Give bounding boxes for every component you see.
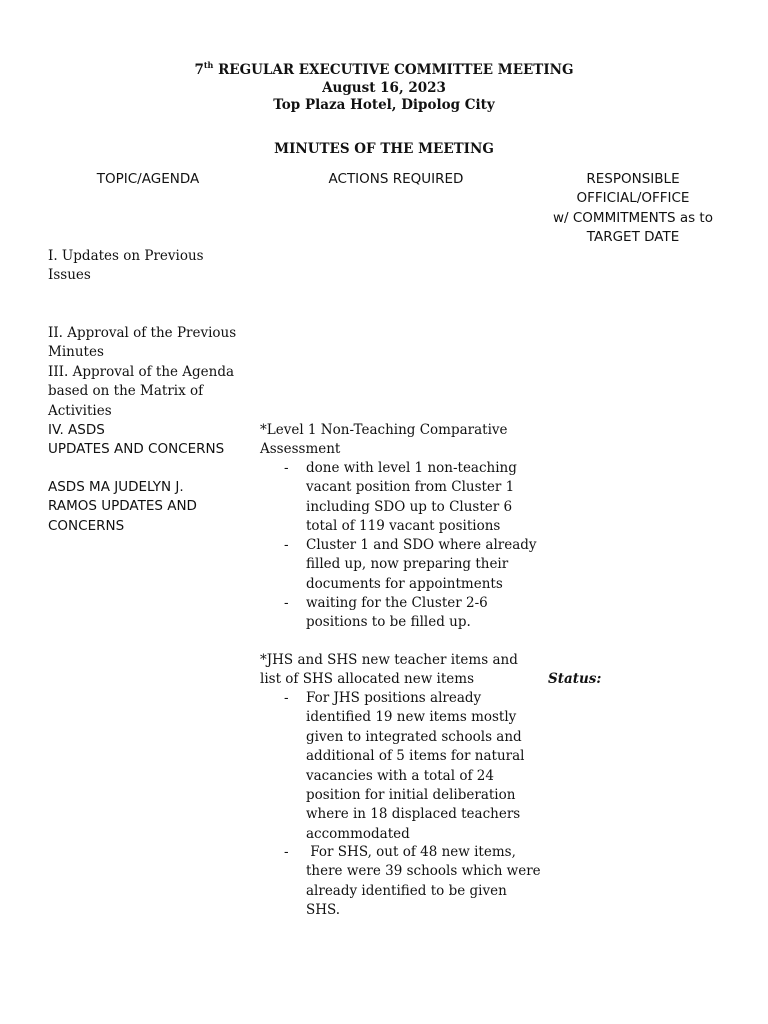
topic-line: RAMOS UPDATES AND [48, 498, 197, 515]
bullet-line: done with level 1 non-teaching [306, 460, 517, 476]
action-heading-teacher-items [260, 651, 518, 690]
action-bullet [306, 536, 537, 594]
meeting-title-text: REGULAR EXECUTIVE COMMITTEE MEETING [213, 62, 574, 78]
responsible-line: OFFICIAL/OFFICE [576, 190, 690, 207]
responsible-line: TARGET DATE [586, 229, 680, 246]
column-header-responsible [533, 170, 733, 248]
topic-asds-ramos-updates [48, 478, 197, 536]
bullet-line: Cluster 1 and SDO where already [306, 537, 537, 553]
topic-line: UPDATES AND CONCERNS [48, 441, 225, 458]
bullet-line: where in 18 displaced teachers [306, 806, 521, 823]
bullet-line: positions to be filled up. [306, 614, 471, 631]
topic-line: ASDS MA JUDELYN J. [48, 479, 184, 495]
topic-approval-previous-minutes [48, 324, 236, 421]
bullet-dash: - [284, 690, 289, 706]
topic-updates-previous-issues [48, 247, 204, 286]
meeting-venue: Top Plaza Hotel, Dipolog City [273, 97, 495, 113]
bullet-line: identified 19 new items mostly [306, 709, 517, 726]
bullet-line: accommodated [306, 825, 410, 842]
action-heading-line: list of SHS allocated new items [260, 671, 475, 688]
bullet-line: documents for appointments [306, 575, 503, 592]
topic-line: II. Approval of the Previous [48, 325, 237, 341]
bullet-line: position for initial deliberation [306, 787, 516, 804]
topic-line: IV. ASDS [48, 422, 105, 438]
bullet-line: SHS. [306, 902, 341, 919]
column-header-topic: TOPIC/AGENDA [96, 171, 200, 187]
action-heading-line: *Level 1 Non-Teaching Comparative [260, 422, 508, 438]
topic-line: Minutes [48, 344, 104, 361]
bullet-dash: - [284, 537, 289, 553]
topic-line: I. Updates on Previous [48, 248, 204, 264]
action-bullet [306, 843, 541, 921]
bullet-line: there were 39 schools which were [306, 863, 541, 880]
action-bullet [306, 594, 488, 633]
action-heading-non-teaching [260, 421, 508, 460]
topic-line: Activities [48, 402, 112, 419]
responsible-line: w/ COMMITMENTS as to [553, 209, 713, 226]
status-label: Status: [548, 671, 602, 687]
topic-line: Issues [48, 267, 91, 284]
action-bullet [306, 459, 517, 537]
bullet-line: vacancies with a total of 24 [306, 767, 494, 784]
minutes-title: MINUTES OF THE MEETING [274, 141, 494, 157]
meeting-date: August 16, 2023 [322, 80, 446, 96]
bullet-line: additional of 5 items for natural [306, 748, 525, 765]
topic-line: CONCERNS [48, 517, 125, 534]
bullet-line: waiting for the Cluster 2-6 [306, 595, 488, 611]
topic-line: III. Approval of the Agenda [48, 363, 235, 380]
bullet-dash: - [284, 460, 289, 476]
meeting-ordinal: 7 [194, 62, 204, 78]
column-header-actions: ACTIONS REQUIRED [328, 171, 464, 187]
bullet-line: already identified to be given [306, 882, 507, 899]
action-bullet [306, 689, 524, 844]
bullet-line: total of 119 vacant positions [306, 518, 501, 535]
topic-asds-updates [48, 421, 224, 460]
bullet-dash: - [284, 844, 289, 860]
bullet-line: including SDO up to Cluster 6 [306, 498, 513, 515]
action-heading-line: Assessment [260, 441, 341, 458]
topic-line: based on the Matrix of [48, 383, 204, 400]
bullet-dash: - [284, 595, 289, 611]
action-heading-line: *JHS and SHS new teacher items and [260, 652, 518, 668]
bullet-line: vacant position from Cluster 1 [306, 479, 515, 496]
ordinal-suffix: th [203, 60, 214, 70]
bullet-line: For JHS positions already [306, 690, 482, 706]
bullet-line: For SHS, out of 48 new items, [306, 844, 516, 860]
bullet-line: filled up, now preparing their [306, 556, 509, 573]
bullet-line: given to integrated schools and [306, 728, 522, 745]
meeting-title [0, 62, 768, 78]
responsible-line: RESPONSIBLE [586, 171, 680, 187]
